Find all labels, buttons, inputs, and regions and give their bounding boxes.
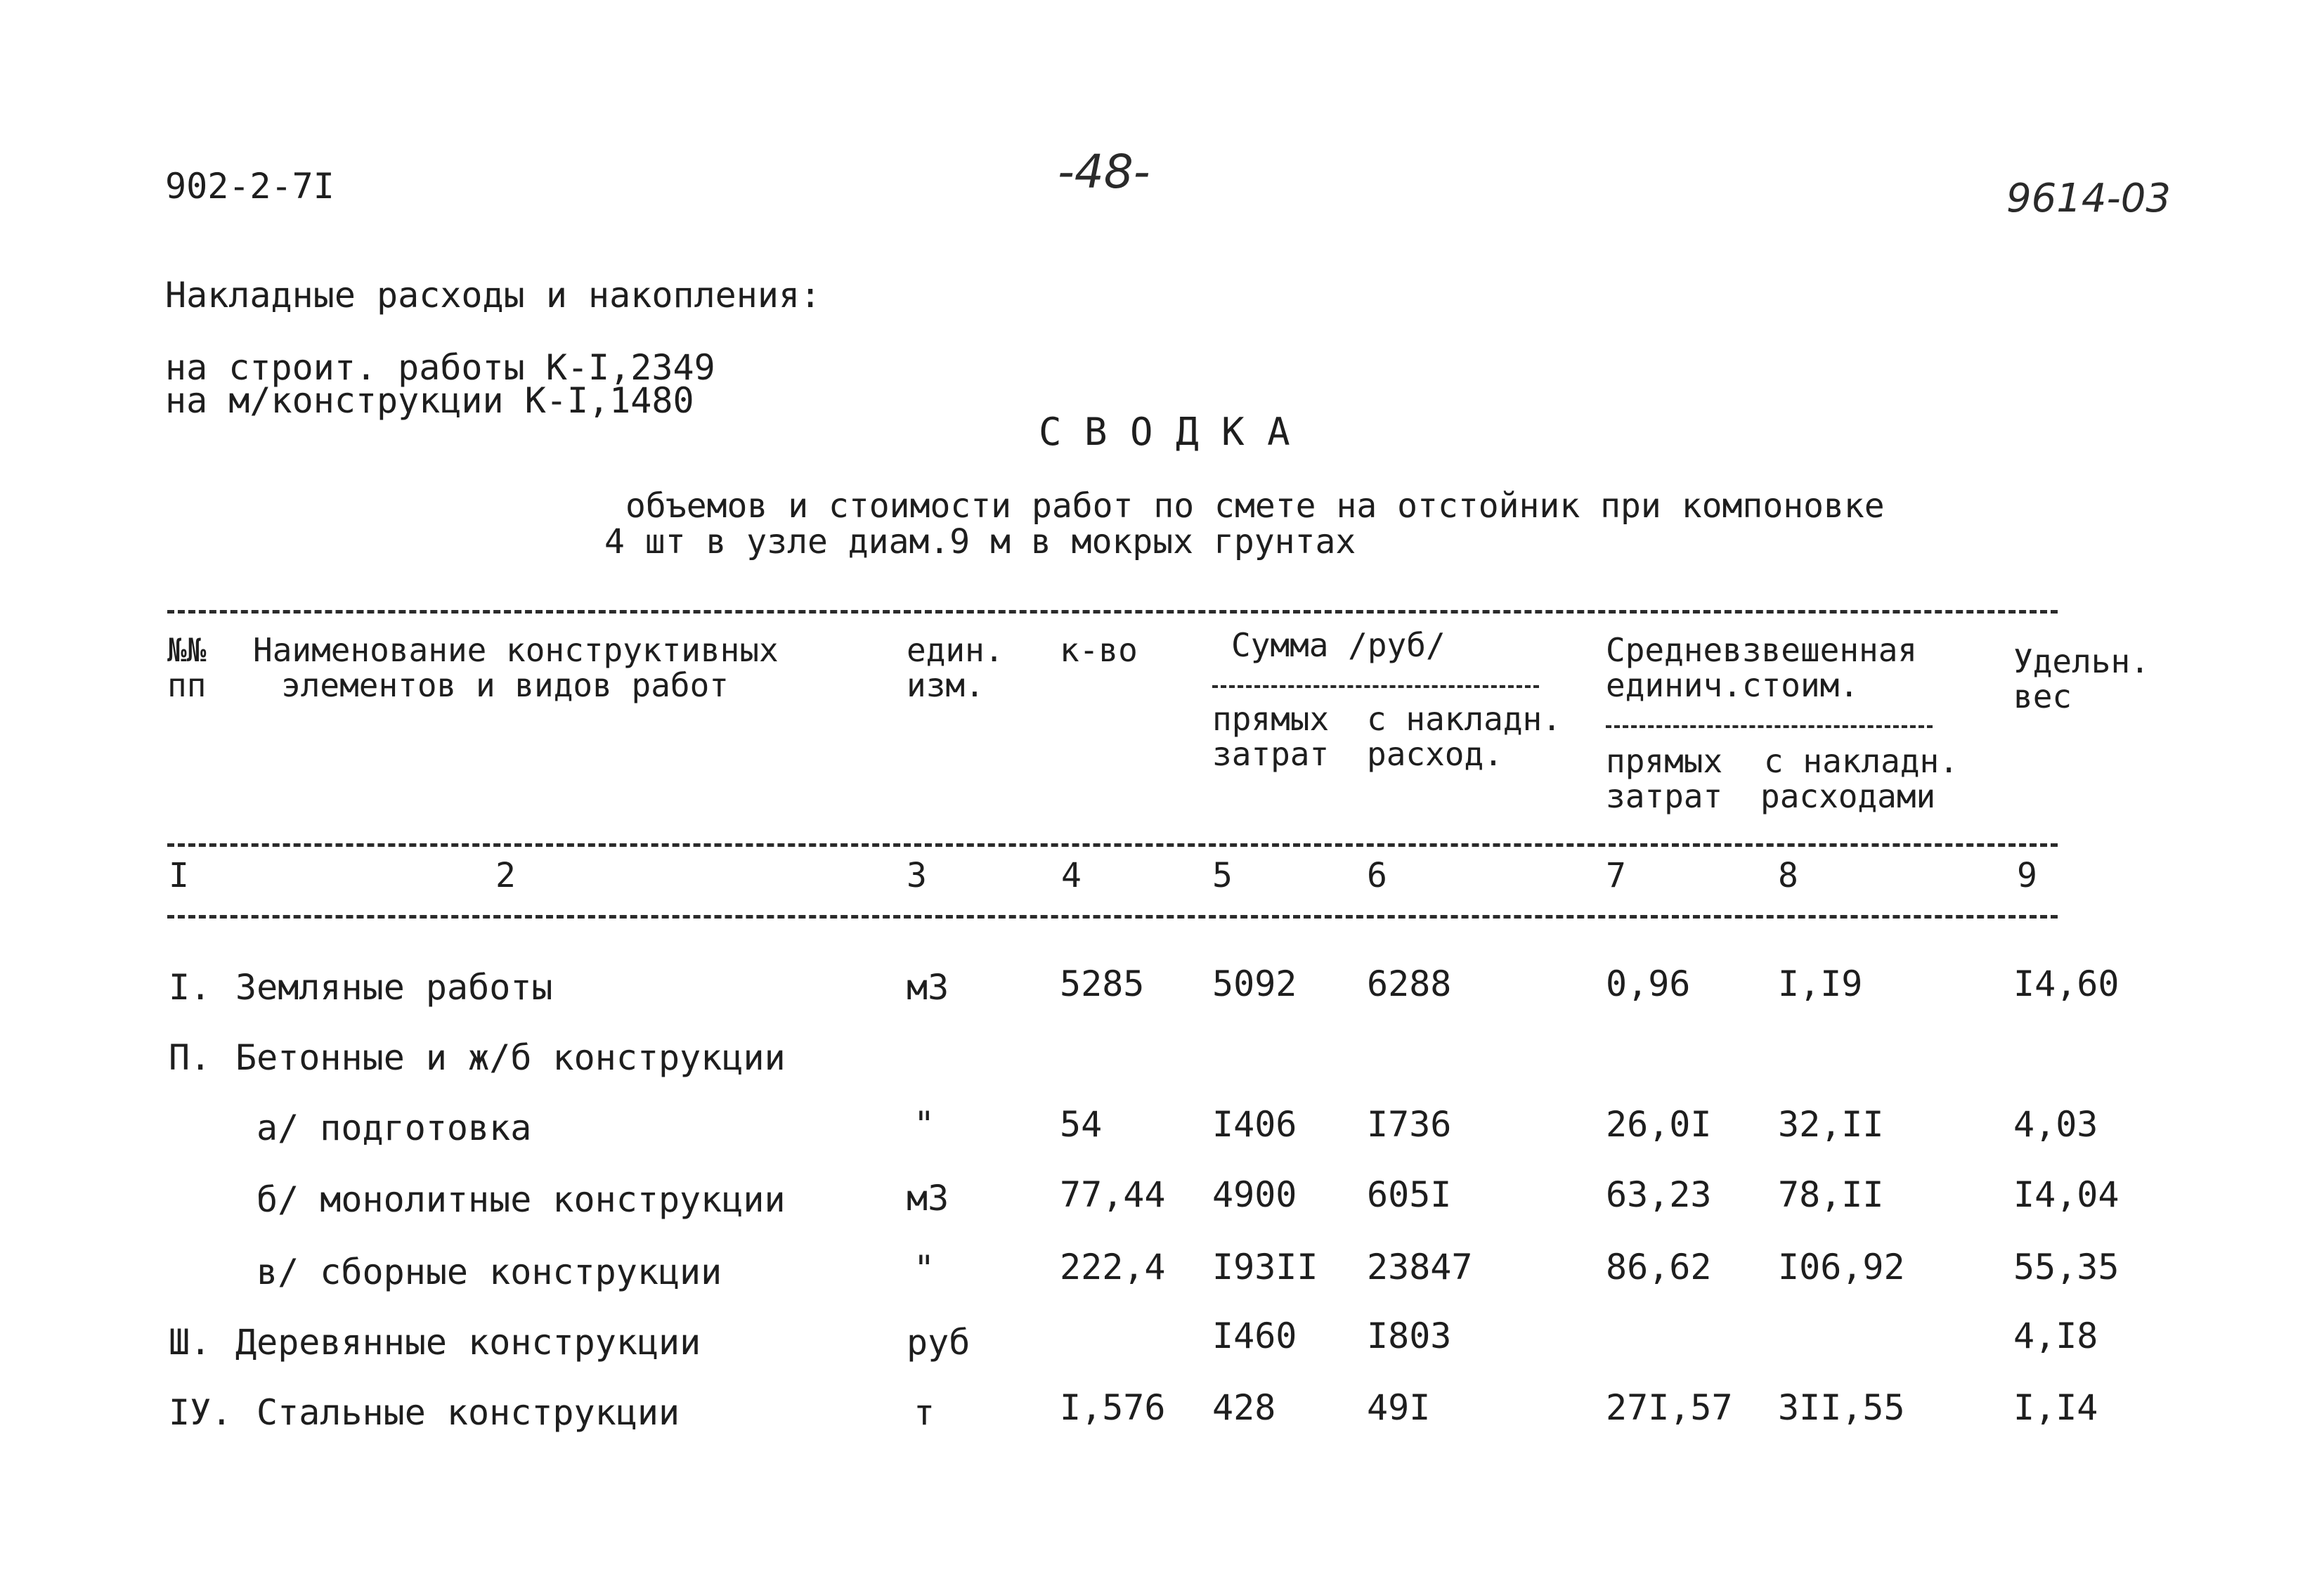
row-name: в/ сборные конструкции bbox=[257, 1252, 722, 1292]
row-qty: 222,4 bbox=[1060, 1247, 1166, 1287]
row-overhead: 23847 bbox=[1367, 1247, 1473, 1287]
header-direct-line1: прямых bbox=[1212, 700, 1330, 738]
row-name: Земляные работы bbox=[235, 967, 553, 1008]
header-avg-direct-line1: прямых bbox=[1606, 742, 1723, 780]
row-avg-overhead: 3II,55 bbox=[1778, 1387, 1905, 1428]
overhead-line-construction: на строит. работы К-I,2349 bbox=[165, 347, 715, 388]
row-qty: 54 bbox=[1060, 1104, 1103, 1145]
column-number: 4 bbox=[1061, 856, 1082, 895]
header-direct-line2: затрат bbox=[1212, 735, 1330, 773]
row-unit: м3 bbox=[907, 1178, 949, 1219]
row-direct: 4900 bbox=[1212, 1174, 1297, 1215]
header-bottom-rule bbox=[167, 843, 2058, 847]
row-qty: 5285 bbox=[1060, 963, 1145, 1004]
avg-group-rule bbox=[1606, 725, 1933, 728]
row-weight: 55,35 bbox=[2013, 1247, 2119, 1287]
row-weight: I4,60 bbox=[2013, 963, 2119, 1004]
row-avg-overhead: I,I9 bbox=[1778, 963, 1863, 1004]
sum-group-rule bbox=[1212, 685, 1539, 688]
row-qty: 77,44 bbox=[1060, 1174, 1166, 1215]
column-number: 5 bbox=[1212, 856, 1233, 895]
row-avg-direct: 0,96 bbox=[1606, 963, 1691, 1004]
row-number: I. bbox=[169, 967, 212, 1008]
row-unit: м3 bbox=[907, 967, 949, 1008]
row-name: Бетонные и ж/б конструкции bbox=[235, 1037, 786, 1078]
row-direct: I460 bbox=[1212, 1316, 1297, 1356]
row-name: б/ монолитные конструкции bbox=[257, 1179, 786, 1220]
page-number: -48- bbox=[1058, 145, 1150, 199]
header-avg-group-line2: единич.стоим. bbox=[1606, 666, 1859, 704]
doc-code: 902-2-7I bbox=[165, 166, 335, 207]
column-number: 7 bbox=[1606, 856, 1626, 895]
row-direct: I406 bbox=[1212, 1104, 1297, 1145]
header-name-line1: Наименование конструктивных bbox=[253, 631, 779, 669]
row-weight: 4,I8 bbox=[2013, 1316, 2098, 1356]
header-sum-group: Сумма /руб/ bbox=[1231, 626, 1446, 664]
summary-subtitle-1: объемов и стоимости работ по смете на отстойник при компоновке bbox=[625, 486, 1885, 526]
row-weight: 4,03 bbox=[2013, 1104, 2098, 1145]
row-unit: " bbox=[914, 1104, 935, 1145]
row-overhead: I736 bbox=[1367, 1104, 1452, 1145]
row-overhead: 6288 bbox=[1367, 963, 1452, 1004]
column-number: 3 bbox=[907, 856, 927, 895]
row-avg-overhead: 78,II bbox=[1778, 1174, 1884, 1215]
overhead-title: Накладные расходы и накопления: bbox=[165, 275, 822, 316]
row-overhead: 605I bbox=[1367, 1174, 1452, 1215]
row-name: а/ подготовка bbox=[257, 1108, 532, 1148]
row-avg-direct: 86,62 bbox=[1606, 1247, 1712, 1287]
row-direct: 428 bbox=[1212, 1387, 1276, 1428]
row-avg-direct: 63,23 bbox=[1606, 1174, 1712, 1215]
inventory-number: 9614-03 bbox=[2006, 176, 2171, 221]
column-number: 6 bbox=[1367, 856, 1387, 895]
header-name-line2: элементов и видов работ bbox=[281, 666, 729, 704]
row-direct: 5092 bbox=[1212, 963, 1297, 1004]
row-unit: руб bbox=[907, 1322, 971, 1363]
header-overhead-line1: с накладн. bbox=[1367, 700, 1562, 738]
column-number: 2 bbox=[495, 856, 516, 895]
header-avg-direct-line2: затрат bbox=[1606, 777, 1723, 815]
row-unit: т bbox=[914, 1392, 935, 1433]
header-avg-group-line1: Средневзвешенная bbox=[1606, 631, 1918, 669]
header-weight-line1: Удельн. bbox=[2013, 642, 2150, 680]
summary-subtitle-2: 4 шт в узле диам.9 м в мокрых грунтах bbox=[604, 522, 1356, 562]
row-avg-overhead: 32,II bbox=[1778, 1104, 1884, 1145]
header-avg-overhead-line2: расходами bbox=[1760, 777, 1936, 815]
column-number: 9 bbox=[2017, 856, 2037, 895]
row-direct: I93II bbox=[1212, 1247, 1318, 1287]
row-weight: I,I4 bbox=[2013, 1387, 2098, 1428]
row-avg-direct: 26,0I bbox=[1606, 1104, 1712, 1145]
header-num-line2: пп bbox=[167, 666, 207, 704]
row-overhead: 49I bbox=[1367, 1387, 1431, 1428]
row-unit: " bbox=[914, 1248, 935, 1289]
header-avg-overhead-line1: с накладн. bbox=[1764, 742, 1959, 780]
header-qty: к-во bbox=[1060, 631, 1138, 669]
row-number: IУ. bbox=[169, 1392, 233, 1433]
row-number: П. bbox=[169, 1037, 212, 1078]
header-num-line1: №№ bbox=[167, 631, 207, 669]
row-qty: I,576 bbox=[1060, 1387, 1166, 1428]
table-top-rule bbox=[167, 610, 2058, 614]
column-numbers-rule bbox=[167, 915, 2058, 919]
overhead-line-metal: на м/конструкции К-I,1480 bbox=[165, 380, 694, 421]
row-name: Стальные конструкции bbox=[257, 1392, 680, 1433]
column-number: I bbox=[169, 856, 189, 895]
header-overhead-line2: расход. bbox=[1367, 735, 1503, 773]
row-name: Деревянные конструкции bbox=[235, 1322, 701, 1363]
column-number: 8 bbox=[1778, 856, 1798, 895]
row-avg-overhead: I06,92 bbox=[1778, 1247, 1905, 1287]
row-weight: I4,04 bbox=[2013, 1174, 2119, 1215]
row-overhead: I803 bbox=[1367, 1316, 1452, 1356]
header-unit-line2: изм. bbox=[907, 666, 985, 704]
header-weight-line2: вес bbox=[2013, 677, 2072, 715]
row-avg-direct: 27I,57 bbox=[1606, 1387, 1733, 1428]
header-unit-line1: един. bbox=[907, 631, 1004, 669]
summary-title: С В О Д К А bbox=[1039, 410, 1290, 454]
row-number: Ш. bbox=[169, 1322, 212, 1363]
